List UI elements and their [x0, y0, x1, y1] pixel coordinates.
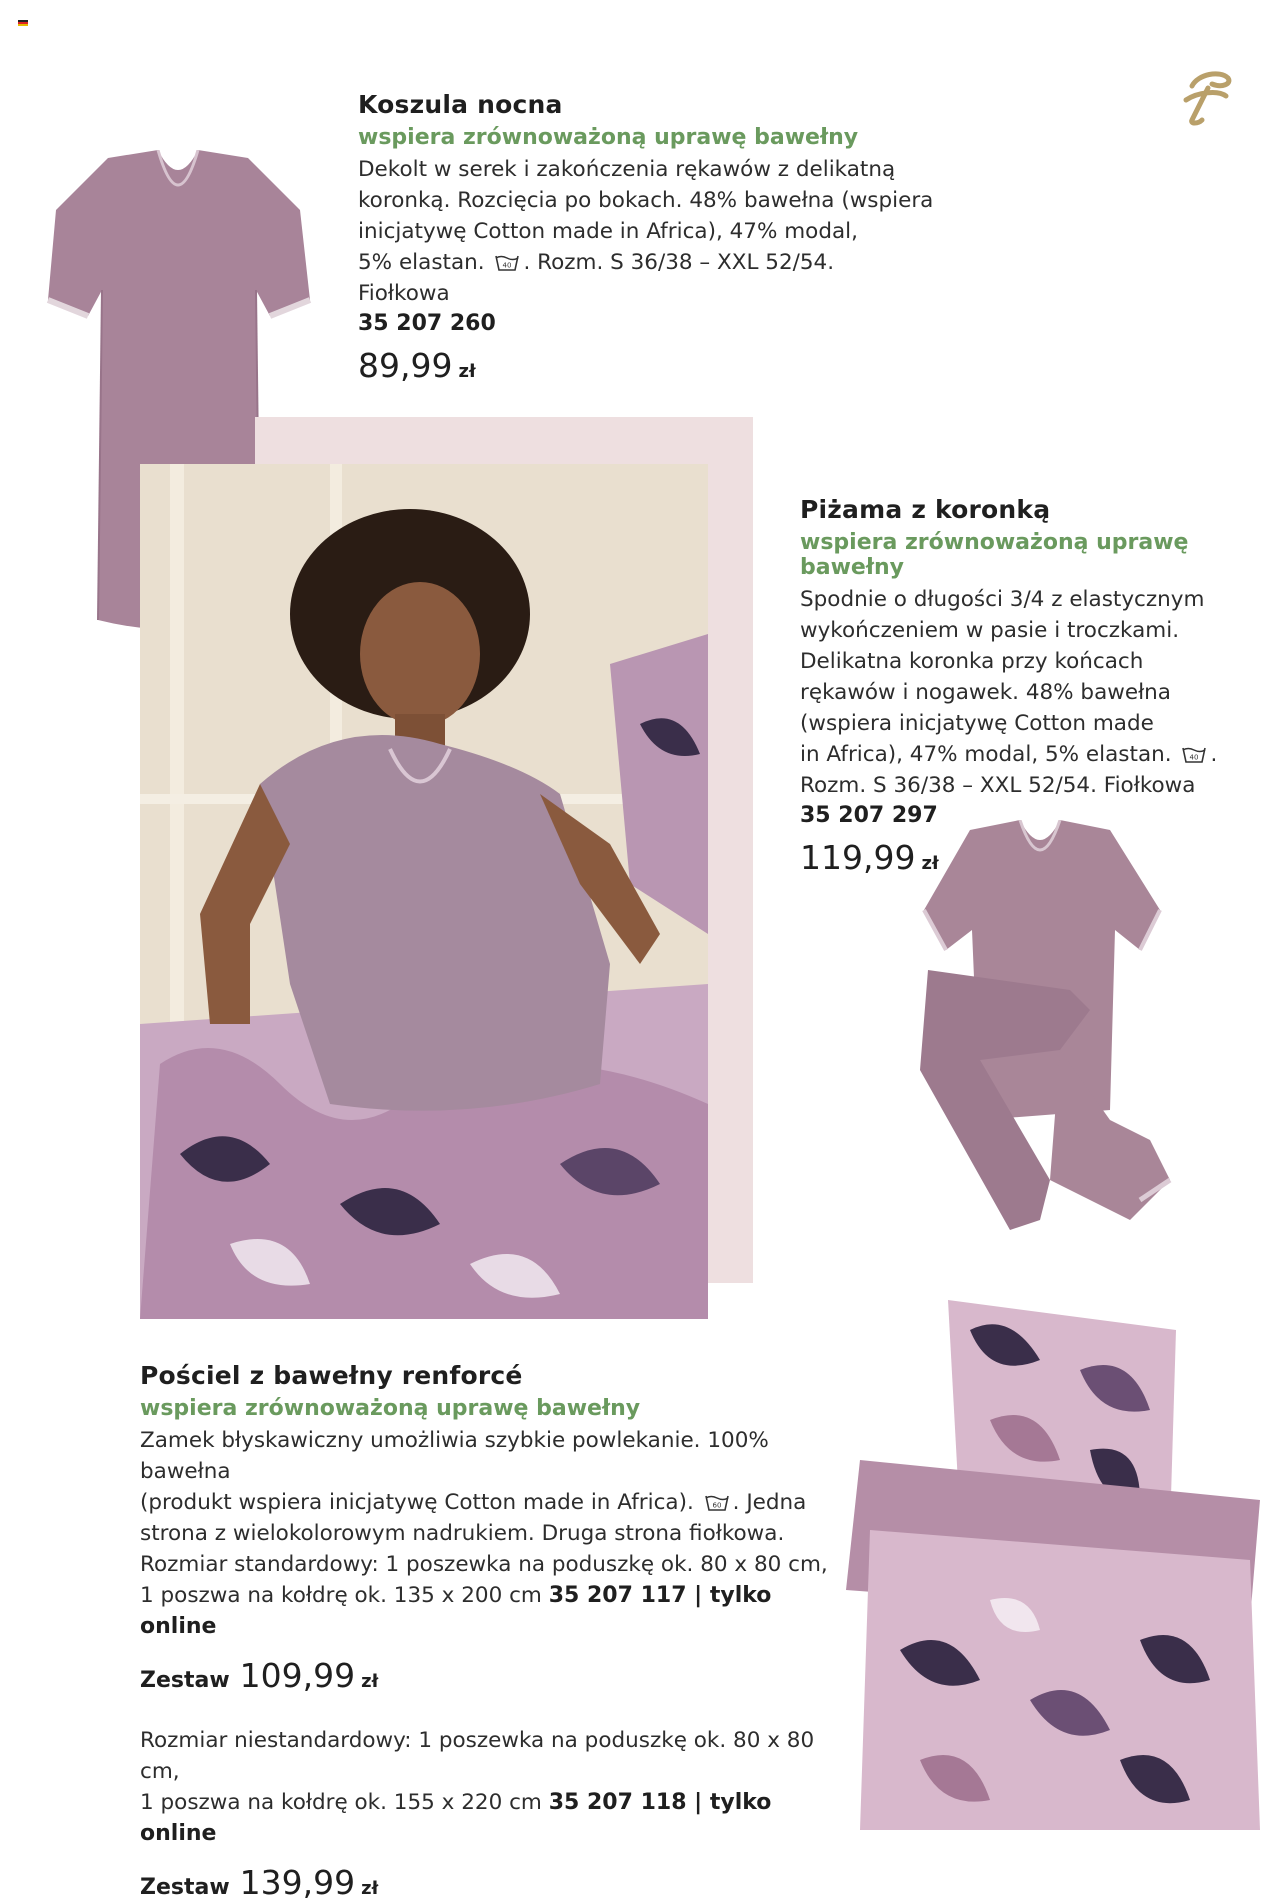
bedding-standard-code: 35 207 117 | tylko online — [140, 1583, 772, 1639]
bedding-standard-line-2 — [140, 1580, 840, 1642]
wash-40-icon — [495, 254, 519, 272]
bedding-line-2-pre: (produkt wspiera inicjatywę Cotton made in Africa). — [140, 1490, 694, 1515]
pajama-line-6-pre: in Africa), 47% modal, 5% elastan. — [800, 742, 1172, 767]
wash-40-icon — [1182, 746, 1206, 764]
pajama-description — [800, 584, 1270, 801]
bedding-standard-line-1: Rozmiar standardowy: 1 poszewka na poduszkę ok. 80 x 80 cm, — [140, 1552, 828, 1577]
nightgown-line-4 — [358, 247, 958, 278]
bedding-line-3: strona z wielokolorowym nadrukiem. Druga strona fiołkowa. — [140, 1521, 785, 1546]
bedding-line-1: Zamek błyskawiczny umożliwia szybkie powlekanie. 100% bawełna — [140, 1428, 769, 1484]
pajama-line-2: wykończeniem w pasie i troczkami. — [800, 618, 1180, 643]
bedding-custom-description — [140, 1725, 840, 1849]
nightgown-price — [358, 346, 958, 385]
bedding-standard-zestaw: Zestaw — [140, 1668, 230, 1693]
bedding-custom-line-1: Rozmiar niestandardowy: 1 poszewka na poduszkę ok. 80 x 80 cm, — [140, 1728, 815, 1784]
flag-icon — [18, 20, 28, 26]
pajama-code: 35 207 297 — [800, 803, 938, 828]
bedding-custom-line-2 — [140, 1787, 840, 1849]
nightgown-price-value: 89,99 — [358, 346, 453, 385]
bedding-line-2 — [140, 1487, 840, 1518]
bedding-line-2-post: . Jedna — [732, 1490, 807, 1515]
brand-logo-icon — [1178, 66, 1234, 126]
bedding-image — [840, 1300, 1280, 1830]
bedding-standard-price — [140, 1656, 840, 1695]
wash-icon-label: 40 — [1189, 753, 1199, 762]
pajama-line-1: Spodnie o długości 3/4 z elastycznym — [800, 587, 1205, 612]
bedding-standard-price-value: 109,99 — [239, 1656, 356, 1695]
pajama-line-5: (wspiera inicjatywę Cotton made — [800, 711, 1154, 736]
pajama-currency: zł — [921, 853, 939, 874]
bedding-custom-code: 35 207 118 | tylko online — [140, 1790, 772, 1846]
pajama-price-value: 119,99 — [800, 838, 916, 877]
bedding-tagline: wspiera zrównoważoną uprawę bawełny — [140, 1396, 641, 1421]
nightgown-description — [358, 154, 958, 309]
bedding-title: Pościel z bawełny renforcé — [140, 1361, 523, 1390]
pajama-line-6 — [800, 739, 1270, 770]
nightgown-color: Fiołkowa — [358, 281, 450, 306]
bedding-custom-zestaw: Zestaw — [140, 1875, 230, 1900]
pajama-line-4: rękawów i nogawek. 48% bawełna — [800, 680, 1171, 705]
pajama-line-7: Rozm. S 36/38 – XXL 52/54. Fiołkowa — [800, 773, 1196, 798]
bedding-standard-currency: zł — [361, 1671, 379, 1692]
wash-icon-label: 60 — [712, 1501, 722, 1510]
wash-icon-label: 40 — [502, 261, 512, 270]
bedding-custom-price-value: 139,99 — [239, 1863, 356, 1902]
nightgown-line-3: inicjatywę Cotton made in Africa), 47% modal, — [358, 219, 858, 244]
wash-60-icon — [705, 1494, 729, 1512]
pajama-tagline: wspiera zrównoważoną uprawę bawełny — [800, 530, 1189, 580]
pajama-image — [910, 820, 1240, 1240]
pajama-line-6-post: . — [1210, 742, 1218, 767]
nightgown-title: Koszula nocna — [358, 90, 563, 119]
pajama-line-3: Delikatna koronka przy końcach — [800, 649, 1144, 674]
nightgown-code: 35 207 260 — [358, 311, 496, 336]
lifestyle-photo — [140, 464, 708, 1319]
nightgown-currency: zł — [458, 361, 476, 382]
nightgown-line-1: Dekolt w serek i zakończenia rękawów z delikatną — [358, 157, 896, 182]
nightgown-tagline: wspiera zrównoważoną uprawę bawełny — [358, 125, 859, 150]
bedding-block — [140, 1361, 840, 1902]
bedding-standard-size: 1 poszwa na kołdrę ok. 135 x 200 cm — [140, 1583, 542, 1608]
nightgown-line-4-pre: 5% elastan. — [358, 250, 485, 275]
nightgown-block — [358, 90, 958, 385]
nightgown-line-2: koronką. Rozcięcia po bokach. 48% bawełna (wspiera — [358, 188, 934, 213]
bedding-custom-price — [140, 1863, 840, 1902]
bedding-custom-size: 1 poszwa na kołdrę ok. 155 x 220 cm — [140, 1790, 542, 1815]
pajama-title: Piżama z koronką — [800, 495, 1051, 524]
bedding-custom-currency: zł — [361, 1878, 379, 1899]
nightgown-line-4-post: . Rozm. S 36/38 – XXL 52/54. — [523, 250, 835, 275]
bedding-description — [140, 1425, 840, 1642]
